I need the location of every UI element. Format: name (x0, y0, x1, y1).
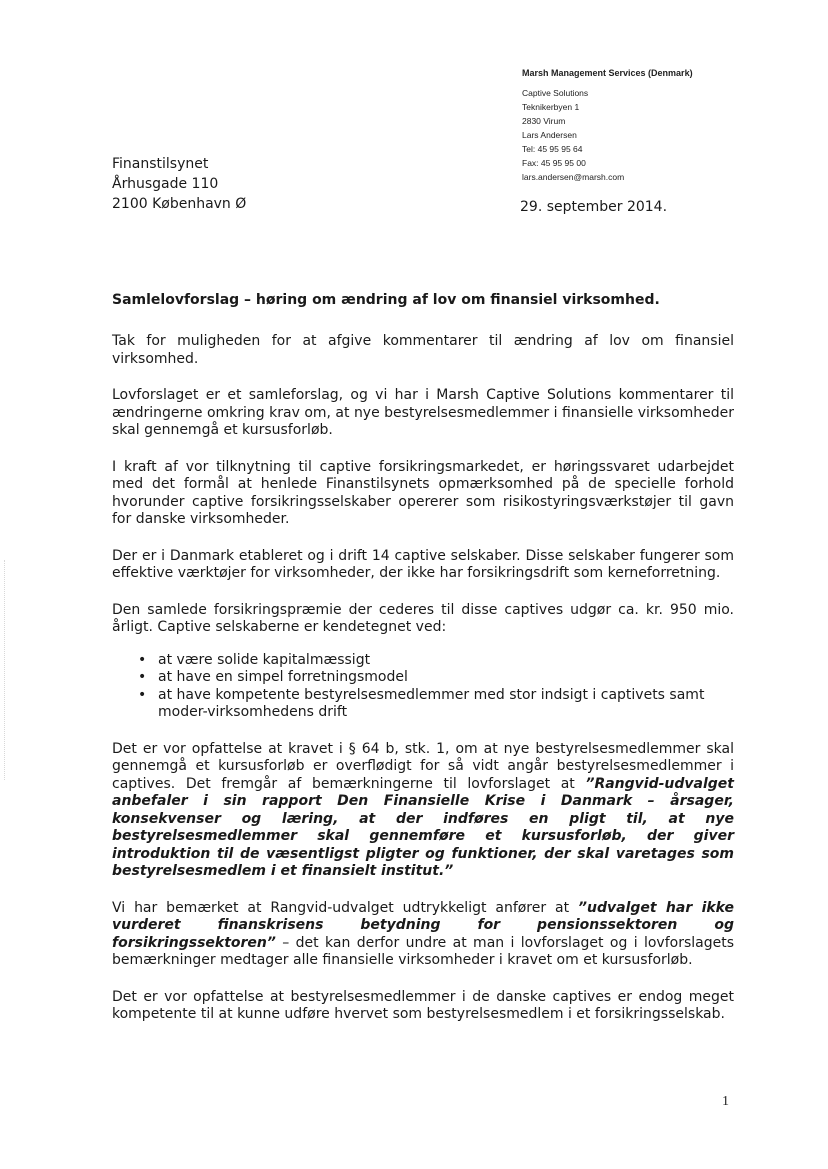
list-item-text: at have en simpel forretningsmodel (158, 669, 408, 685)
list-item-text: at have kompetente bestyrelsesmedlemmer med stor indsigt i captivets samt moder-virksomhedens drift (158, 686, 705, 720)
bullet-icon: • (138, 669, 147, 685)
letter-body (112, 333, 734, 1043)
paragraph: Der er i Danmark etableret og i drift 14 captive selskaber. Disse selskaber fungerer som effektive værktøjer for virksomheder, der ikke har forsikringsdrift som kerneforretning. (112, 547, 734, 581)
paragraph (112, 900, 734, 970)
paragraph (112, 741, 734, 881)
sender-line: Tel: 45 95 95 64 (522, 144, 583, 154)
paragraph: Lovforslaget er et samleforslag, og vi har i Marsh Captive Solutions kommentarer til ændringerne omkring krav om, at nye bestyrelsesmedlemmer i finansielle virksomheder skal gennemgå et kursusforløb. (112, 387, 735, 438)
paragraph: Den samlede forsikringspræmie der cederes til disse captives udgør ca. kr. 950 mio. årligt. Captive selskaberne er kendetegnet ved: (112, 601, 734, 635)
sender-line: Lars Andersen (522, 130, 577, 140)
list-item (112, 669, 734, 687)
recipient-address (112, 154, 412, 214)
sender-line: Fax: 45 95 95 00 (522, 158, 586, 168)
paragraph: I kraft af vor tilknytning til captive forsikringsmarkedet, er høringssvaret udarbejdet med det formål at henlede Finanstilsynets opmærksomhed på de specielle forhold hvorunder captive forsikringsselskaber opererer som risikostyringsværkstøjer til gavn for danske virksomheder. (112, 458, 734, 527)
paragraph: Tak for muligheden for at afgive kommentarer til ændring af lov om finansiel virksomhed. (112, 333, 734, 367)
list-item (112, 652, 734, 670)
recipient-line: Århusgade 110 (112, 176, 219, 192)
sender-block (522, 66, 812, 184)
bullet-list (112, 652, 734, 722)
sender-line: 2830 Virum (522, 116, 566, 126)
recipient-line: 2100 København Ø (112, 196, 247, 212)
bullet-icon: • (138, 651, 147, 668)
paragraph-text: Det er vor opfattelse at kravet i § 64 b, stk. 1, om at nye bestyrelsesmedlemmer skal gennemgå et kursusforløb er overflødigt for så vidt angår bestyrelsesmedlemmer i captives. Det fremgår af bemærkningerne til lovforslaget at (112, 740, 734, 792)
scan-margin-marks (4, 560, 7, 780)
page-number: 1 (722, 1094, 729, 1109)
list-item-text: at være solide kapitalmæssigt (158, 651, 371, 668)
paragraph: Det er vor opfattelse at bestyrelsesmedlemmer i de danske captives er endog meget kompetente til at kunne udføre hvervet som bestyrelsesmedlem i et forsikringsselskab. (112, 988, 734, 1022)
bullet-icon: • (138, 686, 147, 703)
paragraph-text: – det kan derfor undre at man i lovforslaget og i lovforslagets bemærkninger medtager alle finansielle virksomheder i kravet om et kursusforløb. (112, 934, 734, 968)
list-item (112, 687, 734, 722)
sender-line: Teknikerbyen 1 (522, 102, 580, 112)
paragraph-text: Vi har bemærket at Rangvid-udvalget udtrykkeligt anfører at (112, 899, 579, 916)
recipient-line: Finanstilsynet (112, 156, 209, 172)
letter-date: 29. september 2014. (520, 199, 668, 215)
sender-company: Marsh Management Services (Denmark) (522, 68, 693, 78)
quote-text: ”Rangvid-udvalget anbefaler i sin rapport Den Finansielle Krise i Danmark – årsager, konsekvenser og læring, at der indføres en pligt til, at nye bestyrelsesmedlemmer skal gennemføre et kursusforløb, der giver introduktion til de væsentligst pligter og funktioner, der skal varetages som bestyrelsesmedlem i et finansielt institut.” (112, 775, 734, 879)
sender-line: Captive Solutions (522, 88, 589, 98)
sender-email: lars.andersen@marsh.com (522, 172, 625, 182)
quote-text: ”udvalget har ikke vurderet finanskrisens betydning for pensionssektoren og forsikringssektoren” (112, 899, 734, 951)
letter-subject: Samlelovforslag – høring om ændring af lov om finansiel virksomhed. (112, 292, 660, 308)
